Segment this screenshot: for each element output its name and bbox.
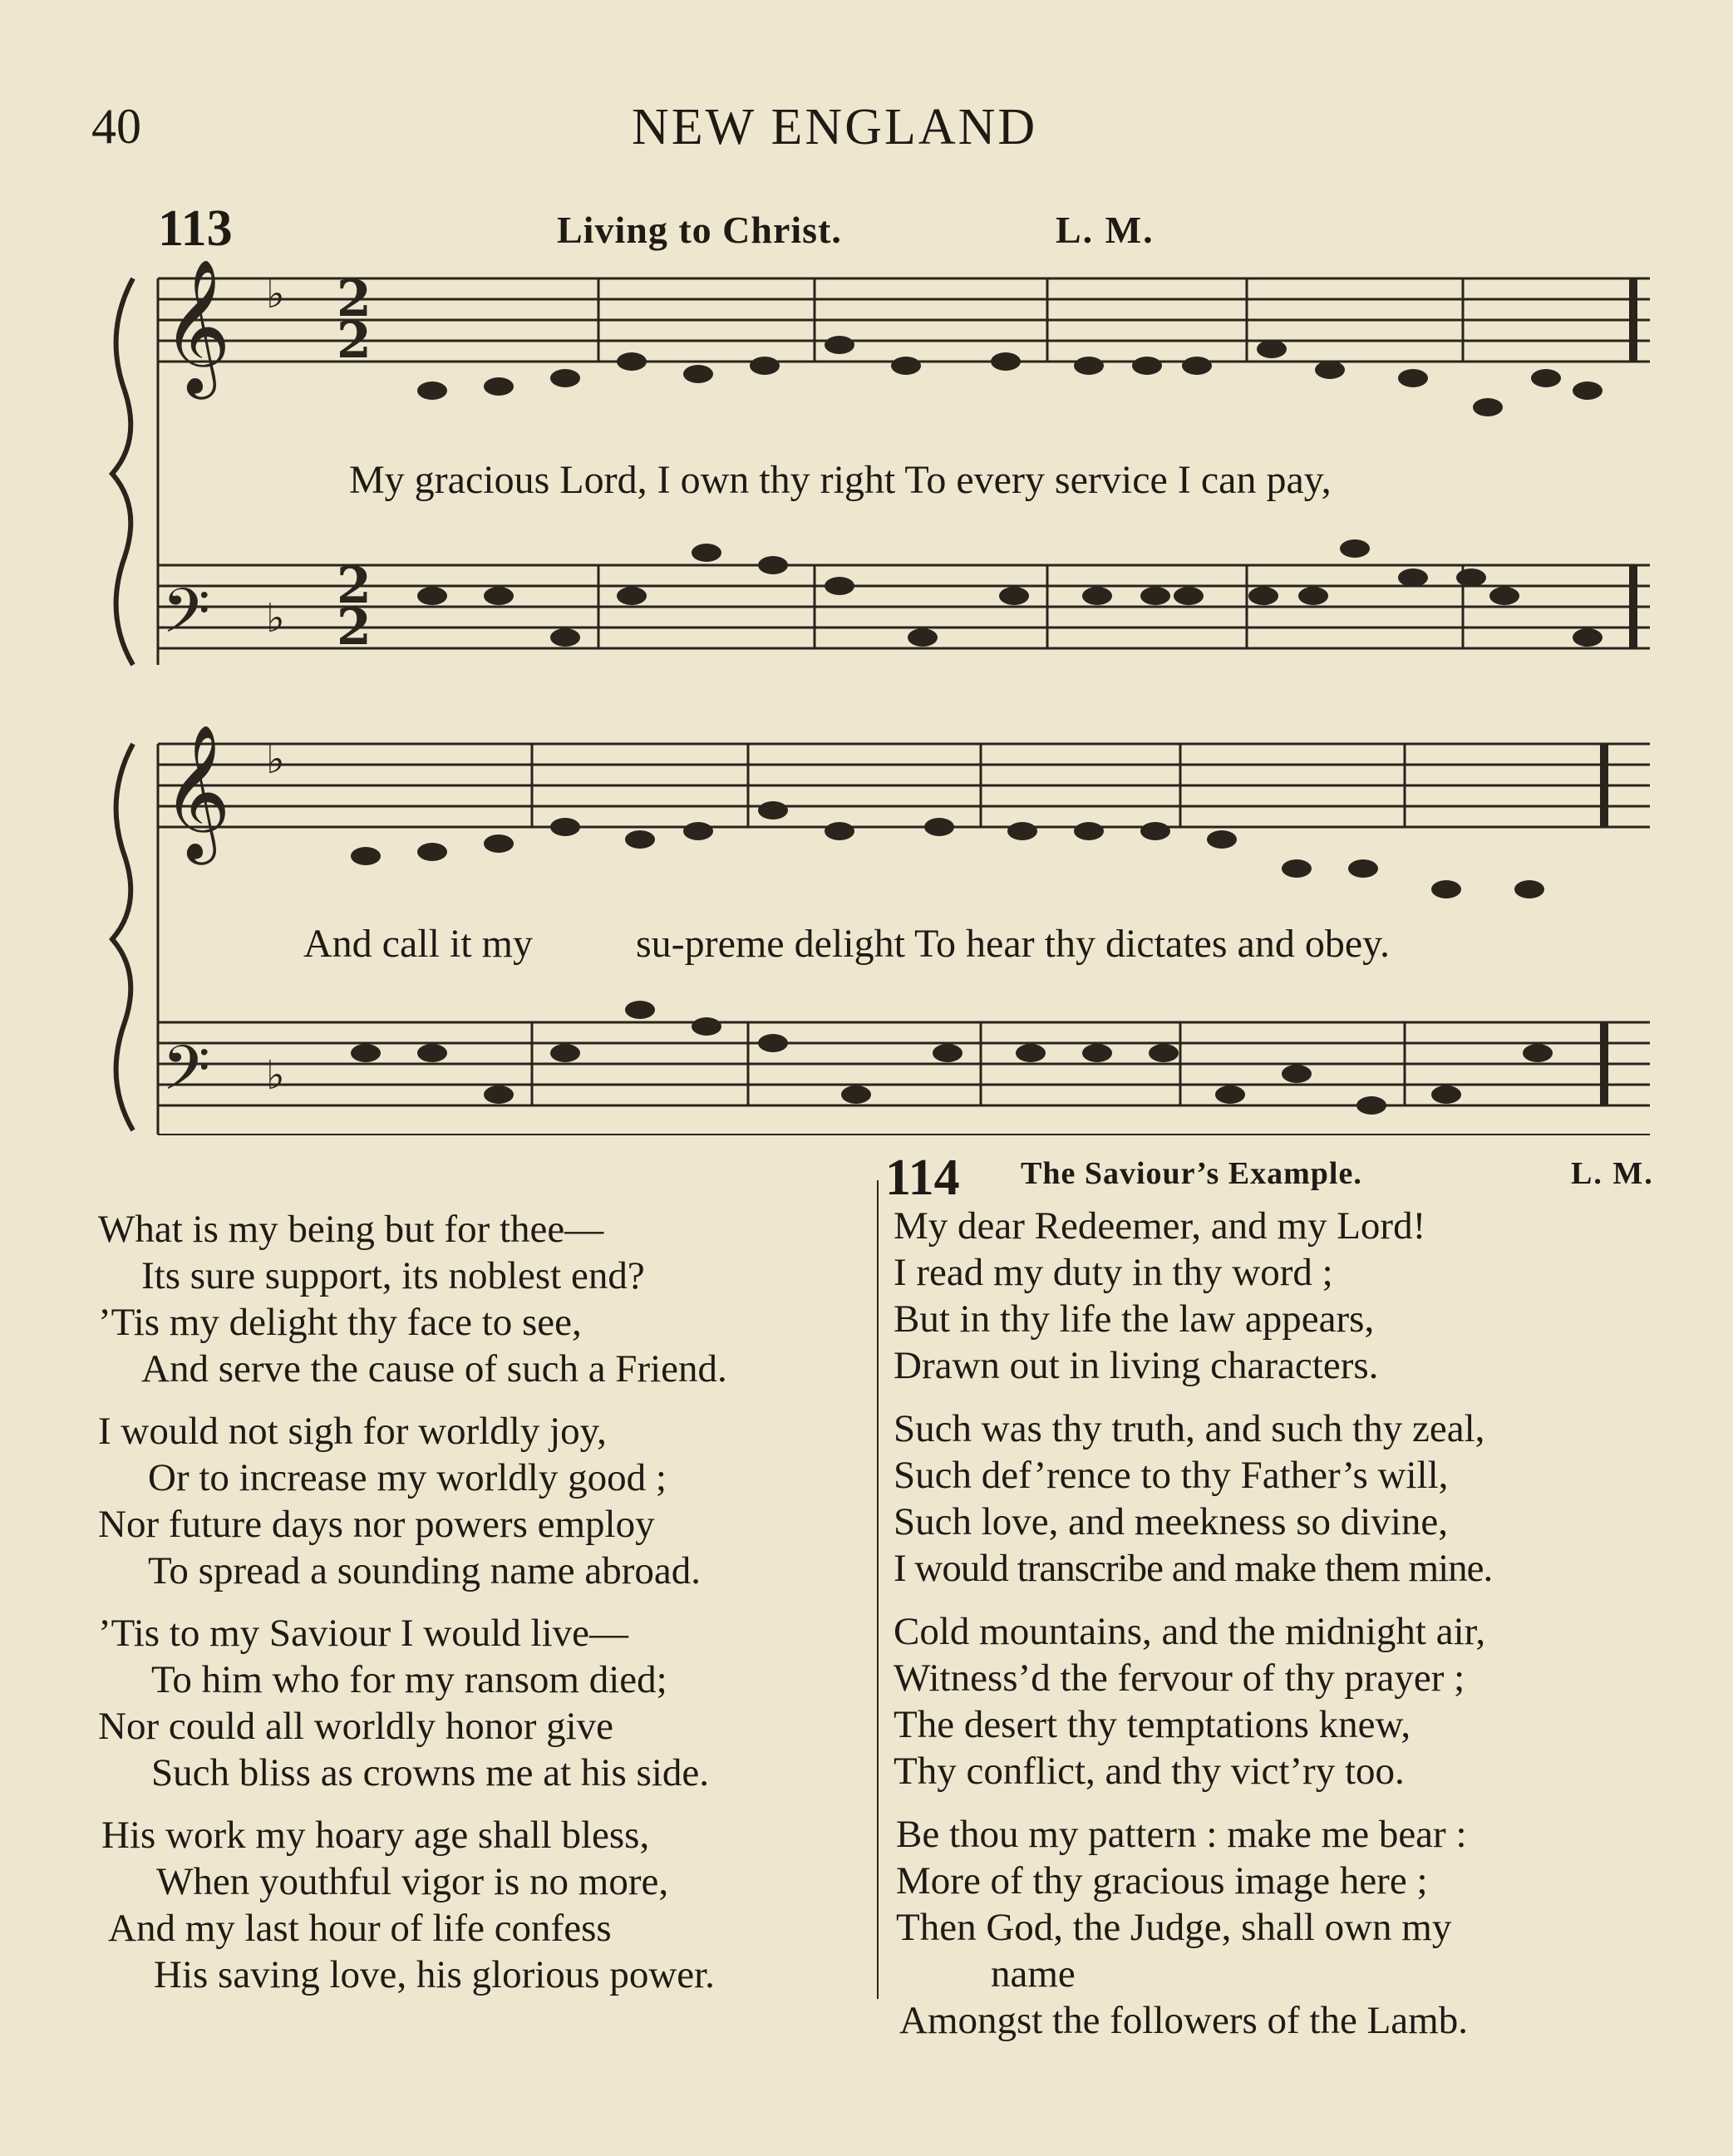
verse-line: Amongst the followers of the Lamb.: [899, 1999, 1468, 2042]
svg-text:𝄢: 𝄢: [162, 575, 210, 662]
verse-line: ’Tis my delight thy face to see,: [98, 1301, 582, 1344]
svg-text:𝄢: 𝄢: [162, 1032, 210, 1120]
hymn-113-lyric-line-2b: su-preme delight To hear thy dictates and obey.: [636, 922, 1391, 966]
verse-line: To spread a sounding name abroad.: [148, 1549, 701, 1592]
verse-line: The desert thy temptations knew,: [894, 1703, 1411, 1746]
hymn-114-meter: L. M.: [1571, 1156, 1654, 1191]
verse-line: name: [991, 1952, 1076, 1996]
svg-text:𝄞: 𝄞: [162, 724, 231, 859]
svg-text:2: 2: [337, 557, 372, 615]
svg-text:2: 2: [337, 312, 372, 370]
svg-text:2: 2: [337, 598, 372, 657]
verse-line: What is my being but for thee—: [98, 1208, 604, 1251]
hymn-113-lyric-line-1: My gracious Lord, I own thy right To every service I can pay,: [349, 458, 1332, 502]
svg-text:𝄞: 𝄞: [162, 258, 231, 394]
hymn-114-number: 114: [885, 1149, 960, 1206]
verse-line: His work my hoary age shall bless,: [101, 1814, 650, 1857]
verse-line: Such was thy truth, and such thy zeal,: [894, 1407, 1485, 1450]
verse-line: Its sure support, its noblest end?: [141, 1254, 645, 1297]
hymn-113-meter: L. M.: [1056, 209, 1155, 251]
column-divider: [877, 1180, 879, 1999]
verse-line: To him who for my ransom died;: [151, 1658, 667, 1701]
verse-line: Cold mountains, and the midnight air,: [894, 1610, 1486, 1653]
verse-line: Such def’rence to thy Father’s will,: [894, 1454, 1449, 1497]
verse-line: I would transcribe and make them mine.: [894, 1547, 1493, 1590]
verse-line: More of thy gracious image here ;: [896, 1859, 1428, 1902]
verse-line: Drawn out in living characters.: [894, 1344, 1379, 1387]
verse-line: Nor future days nor powers employ: [98, 1503, 655, 1546]
verse-line: Such bliss as crowns me at his side.: [151, 1751, 709, 1794]
svg-text:2: 2: [337, 270, 372, 328]
verse-line: Nor could all worldly honor give: [98, 1705, 614, 1748]
verse-line: Witness’d the fervour of thy prayer ;: [894, 1656, 1465, 1700]
verse-line: Or to increase my worldly good ;: [148, 1456, 667, 1499]
svg-text:♭: ♭: [266, 595, 285, 642]
hymn-113-title: Living to Christ.: [557, 209, 842, 251]
verse-line: But in thy life the law appears,: [894, 1297, 1375, 1341]
verse-line: My dear Redeemer, and my Lord!: [894, 1204, 1426, 1248]
svg-text:♭: ♭: [266, 736, 285, 783]
hymn-113-lyric-line-2a: And call it my: [303, 922, 533, 966]
verse-line: His saving love, his glorious power.: [154, 1953, 715, 1996]
verse-line: And my last hour of life confess: [108, 1907, 612, 1950]
svg-text:♭: ♭: [266, 271, 285, 317]
verse-line: I read my duty in thy word ;: [894, 1251, 1333, 1294]
hymn-113-number: 113: [158, 200, 233, 257]
verse-line: And serve the cause of such a Friend.: [141, 1347, 727, 1391]
verse-line: Then God, the Judge, shall own my: [896, 1906, 1452, 1949]
running-title: NEW ENGLAND: [632, 99, 1038, 155]
verse-line: Such love, and meekness so divine,: [894, 1500, 1449, 1543]
verse-line: ’Tis to my Saviour I would live—: [98, 1612, 629, 1655]
verse-line: Be thou my pattern : make me bear :: [896, 1813, 1467, 1856]
svg-text:♭: ♭: [266, 1052, 285, 1099]
page-number: 40: [91, 99, 141, 154]
verse-line: When youthful vigor is no more,: [156, 1860, 669, 1903]
verse-line: Thy conflict, and thy vict’ry too.: [894, 1750, 1405, 1793]
verse-line: I would not sigh for worldly joy,: [98, 1410, 607, 1453]
hymn-114-title: The Saviour’s Example.: [1021, 1156, 1362, 1191]
